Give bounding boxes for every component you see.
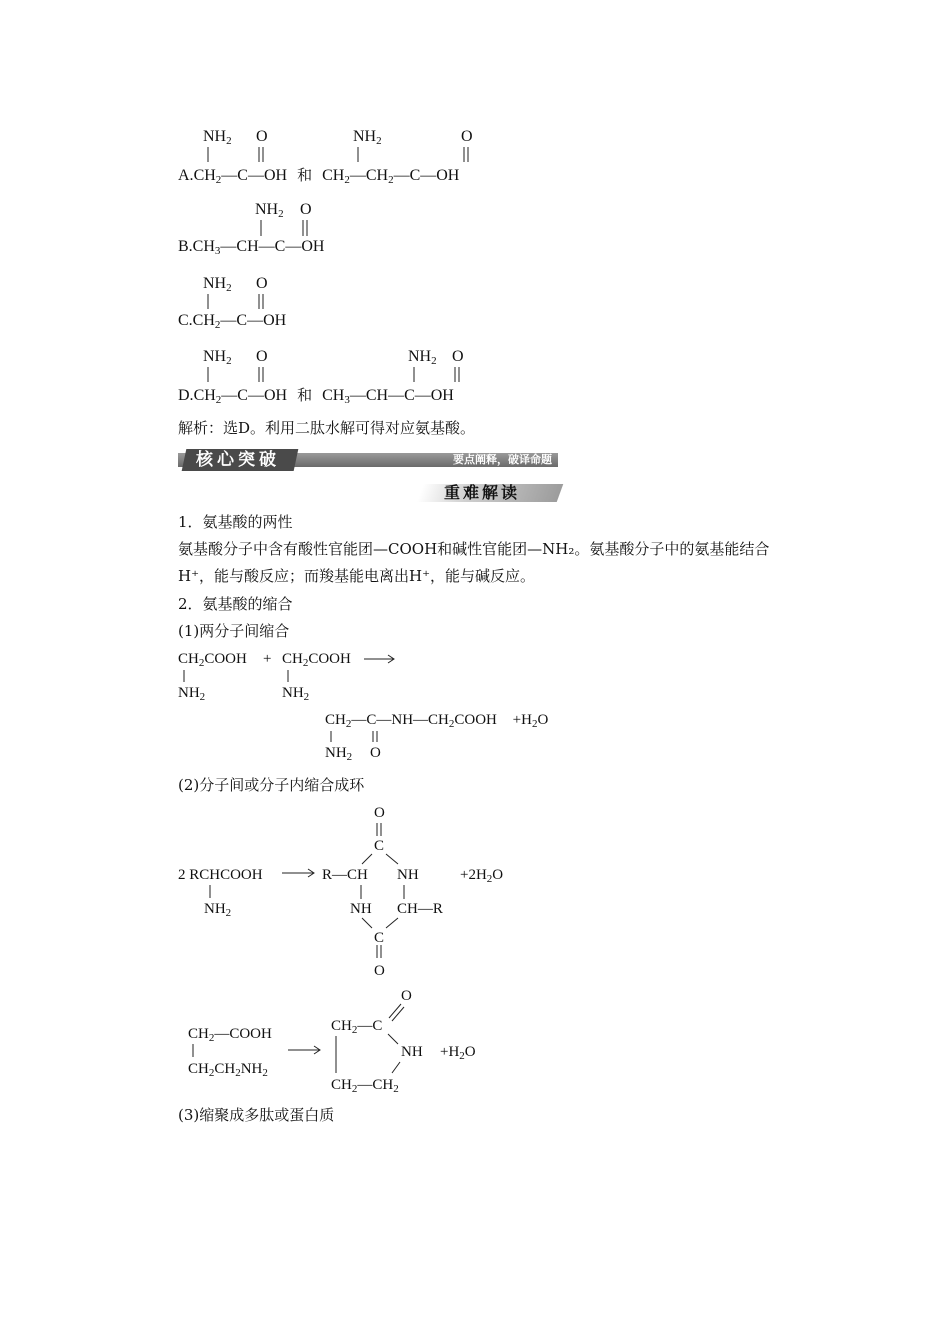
section2-sub2: (2)分子间或分子内缩合成环 (178, 776, 365, 794)
r2-nh-left: NH (350, 901, 372, 917)
r2-top-c: C (374, 838, 385, 854)
r1-nh2-2: $NH_2$ (282, 685, 310, 703)
r2-nh-right: NH (397, 867, 419, 883)
r3-ring-top: $CH_2—C$ (331, 1018, 383, 1036)
option-b-formula: $B.CH_3—CH—C—OH$ (178, 238, 325, 257)
r3-reactant-bottom: $CH_2CH_2NH_2$ (188, 1061, 268, 1079)
banner-subtitle: 要点阐释，破译命题 (453, 453, 552, 466)
d-o-1: O (256, 348, 268, 365)
section1-title: 1．氨基酸的两性 (178, 513, 293, 531)
a-o-2: O (461, 128, 473, 145)
section2-title: 2．氨基酸的缩合 (178, 595, 293, 613)
r1-product-nh2: $NH_2$ (325, 745, 353, 763)
r2-bottom-c: C (374, 930, 385, 946)
r3-o: O (401, 988, 412, 1004)
r3-ring-bottom: $CH_2—CH_2$ (331, 1077, 399, 1095)
d-nh2-2: $NH_2$ (408, 348, 437, 367)
a-nh2-1: $NH_2$ (203, 128, 232, 147)
section2-sub3: (3)缩聚成多肽或蛋白质 (178, 1106, 335, 1124)
r1-reactant2: $CH_2COOH$ (282, 651, 351, 669)
b-o: O (300, 201, 312, 218)
c-nh2: $NH_2$ (203, 275, 232, 294)
section2-sub1: (1)两分子间缩合 (178, 622, 290, 640)
r2-nh2: $NH_2$ (204, 901, 232, 919)
r2-r2: CH—R (397, 901, 443, 917)
r1-plus: + (263, 651, 272, 667)
r1-reactant1: $CH_2COOH$ (178, 651, 247, 669)
r2-r1: R—CH (322, 867, 368, 883)
banner-title: 核心突破 (196, 450, 280, 470)
r3-reactant-top: $CH_2—COOH$ (188, 1026, 272, 1044)
section1-line2: H⁺，能与酸反应；而羧基能电离出H⁺，能与碱反应。 (178, 567, 535, 585)
r1-product: $CH_2—C—NH—CH_2COOH +H_2O$ (325, 712, 549, 730)
r1-product-o: O (370, 745, 381, 761)
r1-nh2-1: $NH_2$ (178, 685, 206, 703)
option-c-formula: $C.CH_2—C—OH$ (178, 312, 287, 331)
option-a-formula: $A.CH_2—C—OH$ 和 $CH_2—CH_2—C—OH$ (178, 166, 460, 186)
r2-reactant: 2 RCHCOOH (178, 867, 263, 883)
r2-bottom-o: O (374, 963, 385, 979)
core-breakthrough-banner (178, 449, 558, 471)
option-d-formula: $D.CH_2—C—OH$ 和 $CH_3—CH—C—OH$ (178, 386, 454, 406)
b-nh2: $NH_2$ (255, 201, 284, 220)
d-o-2: O (452, 348, 464, 365)
r3-ring-nh: NH (401, 1044, 423, 1060)
key-difficulty-banner (420, 482, 560, 504)
analysis-text: 解析：选D。利用二肽水解可得对应氨基酸。 (178, 419, 476, 437)
c-o: O (256, 275, 268, 292)
a-o-1: O (256, 128, 268, 145)
r3-water: $+H_2O$ (440, 1044, 476, 1062)
r2-water: $+2H_2O$ (460, 867, 504, 885)
d-nh2-1: $NH_2$ (203, 348, 232, 367)
section1-line1: 氨基酸分子中含有酸性官能团—COOH和碱性官能团—NH₂。氨基酸分子中的氨基能结合 (178, 540, 770, 558)
banner2-title: 重难解读 (444, 483, 521, 502)
a-nh2-2: $NH_2$ (353, 128, 382, 147)
r2-top-o: O (374, 805, 385, 821)
